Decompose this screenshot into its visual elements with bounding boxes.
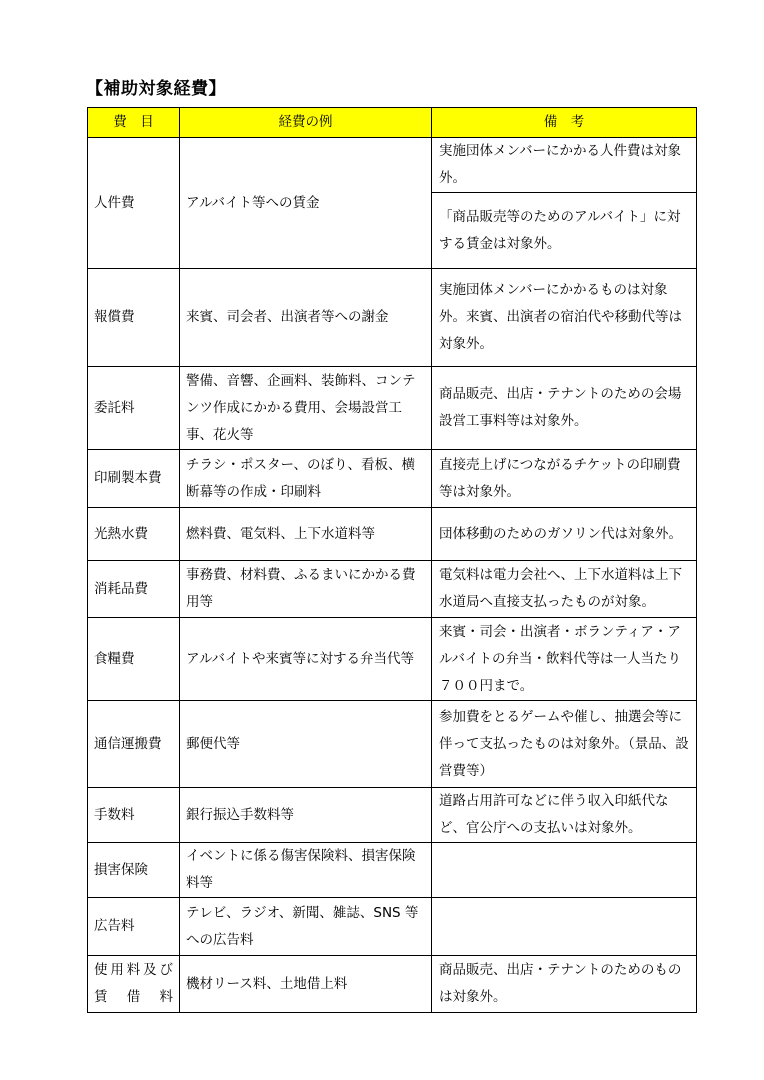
remark-cell: 実施団体メンバーにかかる人件費は対象外。 (432, 138, 697, 193)
header-examples: 経費の例 (180, 108, 432, 138)
remark-cell: 団体移動のためのガソリン代は対象外。 (432, 508, 697, 561)
remark-cell: 「商品販売等のためのアルバイト」に対する賃金は対象外。 (432, 193, 697, 269)
example-cell: 来賓、司会者、出演者等への謝金 (180, 269, 432, 367)
category-cell: 報償費 (88, 269, 180, 367)
category-cell: 消耗品費 (88, 561, 180, 618)
remark-cell: 直接売上げにつながるチケットの印刷費等は対象外。 (432, 450, 697, 508)
remark-cell: 参加費をとるゲームや催し、抽選会等に伴って支払ったものは対象外。（景品、設営費等） (432, 701, 697, 788)
table-row (88, 701, 697, 788)
table-row (88, 367, 697, 450)
table-row (88, 138, 697, 193)
table-row (88, 898, 697, 956)
category-cell: 損害保険 (88, 843, 180, 898)
remark-cell: 来賓・司会・出演者・ボランティア・アルバイトの弁当・飲料代等は一人当たり７００円まで。 (432, 618, 697, 701)
table-row (88, 788, 697, 843)
example-cell: 銀行振込手数料等 (180, 788, 432, 843)
table-row (88, 269, 697, 367)
table-header-row (88, 108, 697, 138)
remark-cell: 道路占用許可などに伴う収入印紙代など、官公庁への支払いは対象外。 (432, 788, 697, 843)
category-cell: 使用料及び賃借料 (88, 956, 180, 1013)
header-remarks: 備 考 (432, 108, 697, 138)
example-cell: 燃料費、電気料、上下水道料等 (180, 508, 432, 561)
table-row (88, 956, 697, 1013)
remark-cell (432, 898, 697, 956)
example-cell: 警備、音響、企画料、装飾料、コンテンツ作成にかかる費用、会場設営工事、花火等 (180, 367, 432, 450)
example-cell: テレビ、ラジオ、新聞、雑誌、SNS 等への広告料 (180, 898, 432, 956)
remark-cell: 商品販売、出店・テナントのためのものは対象外。 (432, 956, 697, 1013)
example-cell: アルバイトや来賓等に対する弁当代等 (180, 618, 432, 701)
example-cell: 事務費、材料費、ふるまいにかかる費用等 (180, 561, 432, 618)
table-row (88, 618, 697, 701)
example-cell: アルバイト等への賃金 (180, 138, 432, 269)
remark-cell: 商品販売、出店・テナントのための会場設営工事料等は対象外。 (432, 367, 697, 450)
category-cell: 光熱水費 (88, 508, 180, 561)
table-row (88, 561, 697, 618)
section-title: 【補助対象経費】 (86, 79, 226, 99)
table-row (88, 843, 697, 898)
remark-cell: 電気料は電力会社へ、上下水道料は上下水道局へ直接支払ったものが対象。 (432, 561, 697, 618)
example-cell: 郵便代等 (180, 701, 432, 788)
table-row (88, 508, 697, 561)
category-cell: 通信運搬費 (88, 701, 180, 788)
category-cell: 人件費 (88, 138, 180, 269)
expense-table (87, 107, 697, 1013)
example-cell: 機材リース料、土地借上料 (180, 956, 432, 1013)
example-cell: チラシ・ポスター、のぼり、看板、横断幕等の作成・印刷料 (180, 450, 432, 508)
example-cell: イベントに係る傷害保険料、損害保険料等 (180, 843, 432, 898)
category-cell: 委託料 (88, 367, 180, 450)
category-cell: 印刷製本費 (88, 450, 180, 508)
remark-cell (432, 843, 697, 898)
category-cell: 食糧費 (88, 618, 180, 701)
remark-cell: 実施団体メンバーにかかるものは対象外。来賓、出演者の宿泊代や移動代等は対象外。 (432, 269, 697, 367)
category-cell: 広告料 (88, 898, 180, 956)
category-cell: 手数料 (88, 788, 180, 843)
table-row (88, 450, 697, 508)
header-category: 費 目 (88, 108, 180, 138)
